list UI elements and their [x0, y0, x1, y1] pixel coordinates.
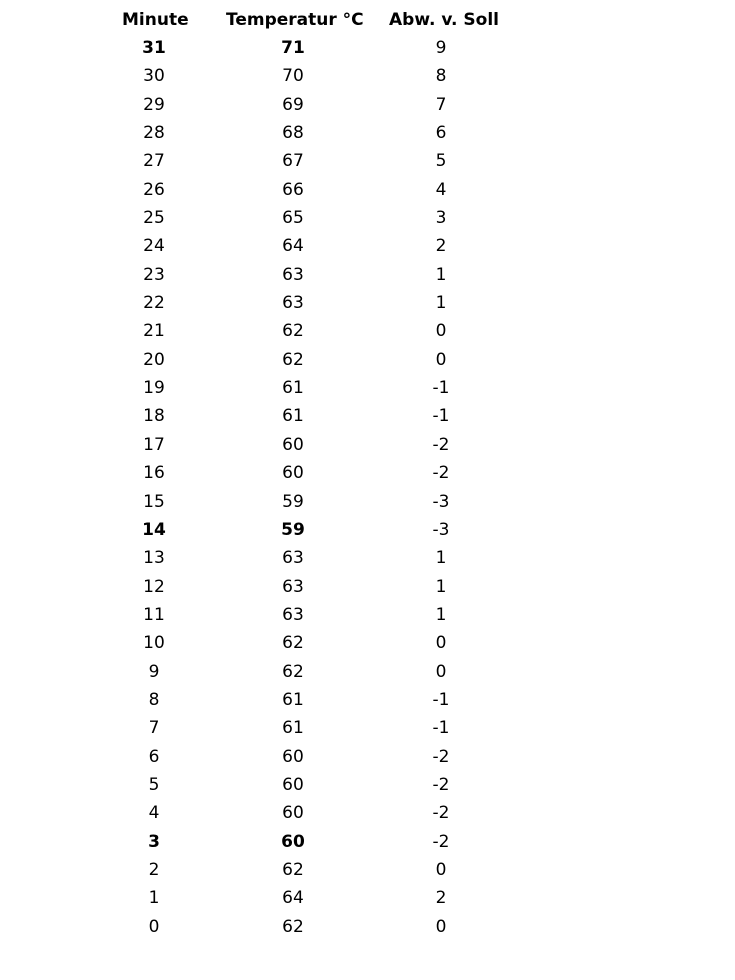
cell-deviation: -1: [432, 378, 450, 399]
table-row: [0, 34, 735, 62]
table-row: [0, 629, 735, 657]
cell-deviation: 1: [435, 576, 447, 597]
cell-temperature: 60: [281, 831, 305, 852]
table-row: [0, 91, 735, 119]
cell-minute: 30: [143, 66, 165, 87]
cell-minute: 0: [148, 916, 160, 937]
cell-deviation: 7: [435, 94, 447, 115]
cell-temperature: 70: [282, 66, 304, 87]
table-row: [0, 488, 735, 516]
cell-minute: 13: [143, 548, 165, 569]
table-row: [0, 771, 735, 799]
cell-temperature: 63: [282, 548, 304, 569]
cell-deviation: 1: [435, 264, 447, 285]
cell-minute: 31: [142, 38, 166, 58]
cell-temperature: 60: [282, 463, 304, 484]
cell-deviation: 0: [435, 661, 447, 682]
cell-minute: 12: [143, 576, 165, 597]
table-row: [0, 913, 735, 941]
cell-deviation: -1: [432, 718, 450, 739]
cell-minute: 28: [143, 123, 165, 144]
cell-minute: 24: [143, 236, 165, 257]
cell-deviation: -3: [432, 491, 450, 512]
cell-temperature: 61: [282, 406, 304, 427]
cell-deviation: 6: [435, 123, 447, 144]
table-row: [0, 204, 735, 232]
table-row: [0, 261, 735, 289]
cell-temperature: 59: [281, 519, 305, 540]
cell-temperature: 64: [282, 888, 304, 909]
table-row: [0, 544, 735, 572]
cell-temperature: 65: [282, 208, 304, 229]
table-row: [0, 374, 735, 402]
table-row: [0, 601, 735, 629]
cell-minute: 8: [148, 689, 160, 710]
cell-deviation: 1: [435, 548, 447, 569]
table-row: [0, 346, 735, 374]
cell-temperature: 62: [282, 661, 304, 682]
table-row: [0, 232, 735, 260]
cell-minute: 22: [143, 293, 165, 314]
table-row: [0, 176, 735, 204]
cell-minute: 6: [148, 746, 160, 767]
cell-minute: 9: [148, 661, 160, 682]
cell-minute: 25: [143, 208, 165, 229]
cell-temperature: 69: [282, 94, 304, 115]
cell-minute: 20: [143, 349, 165, 370]
cell-deviation: -3: [432, 519, 450, 540]
cell-temperature: 63: [282, 576, 304, 597]
table-header-row: [0, 7, 735, 33]
cell-temperature: 60: [282, 774, 304, 795]
cell-temperature: 61: [282, 718, 304, 739]
cell-deviation: -2: [432, 831, 450, 852]
cell-deviation: 1: [435, 604, 447, 625]
table-row: [0, 62, 735, 90]
cell-temperature: 68: [282, 123, 304, 144]
table-row: [0, 828, 735, 856]
cell-deviation: 1: [435, 293, 447, 314]
cell-temperature: 64: [282, 236, 304, 257]
cell-minute: 15: [143, 491, 165, 512]
cell-minute: 18: [143, 406, 165, 427]
table-row: [0, 289, 735, 317]
cell-temperature: 63: [282, 293, 304, 314]
cell-minute: 7: [148, 718, 160, 739]
cell-deviation: 9: [435, 38, 447, 58]
cell-deviation: 5: [435, 151, 447, 172]
cell-deviation: -1: [432, 689, 450, 710]
cell-deviation: -2: [432, 463, 450, 484]
cell-deviation: -2: [432, 774, 450, 795]
cell-deviation: -2: [432, 434, 450, 455]
header-temperature: Temperatur °C: [226, 10, 364, 30]
cell-temperature: 60: [282, 803, 304, 824]
cell-minute: 10: [143, 633, 165, 654]
table-row: [0, 459, 735, 487]
table-row: [0, 856, 735, 884]
cell-temperature: 61: [282, 378, 304, 399]
cell-deviation: -1: [432, 406, 450, 427]
table-row: [0, 799, 735, 827]
table-row: [0, 658, 735, 686]
cell-deviation: 3: [435, 208, 447, 229]
cell-temperature: 62: [282, 633, 304, 654]
cell-minute: 19: [143, 378, 165, 399]
cell-minute: 17: [143, 434, 165, 455]
table-row: [0, 714, 735, 742]
cell-deviation: 2: [435, 888, 447, 909]
table-body: [0, 34, 735, 941]
table-row: [0, 573, 735, 601]
cell-minute: 21: [143, 321, 165, 342]
cell-minute: 23: [143, 264, 165, 285]
cell-temperature: 67: [282, 151, 304, 172]
cell-minute: 1: [148, 888, 160, 909]
table-row: [0, 317, 735, 345]
cell-deviation: 0: [435, 349, 447, 370]
cell-minute: 14: [142, 519, 166, 540]
cell-minute: 11: [143, 604, 165, 625]
cell-deviation: 0: [435, 859, 447, 880]
cell-deviation: -2: [432, 746, 450, 767]
cell-temperature: 60: [282, 434, 304, 455]
cell-temperature: 61: [282, 689, 304, 710]
header-minute: Minute: [122, 10, 189, 30]
table-row: [0, 743, 735, 771]
cell-temperature: 66: [282, 179, 304, 200]
cell-minute: 29: [143, 94, 165, 115]
header-deviation: Abw. v. Soll: [389, 10, 499, 30]
table-row: [0, 147, 735, 175]
cell-deviation: 8: [435, 66, 447, 87]
table-row: [0, 402, 735, 430]
cell-deviation: 4: [435, 179, 447, 200]
cell-deviation: -2: [432, 803, 450, 824]
cell-temperature: 60: [282, 746, 304, 767]
cell-minute: 16: [143, 463, 165, 484]
cell-deviation: 0: [435, 633, 447, 654]
cell-minute: 26: [143, 179, 165, 200]
cell-minute: 27: [143, 151, 165, 172]
table-row: [0, 884, 735, 912]
cell-temperature: 71: [281, 38, 305, 58]
cell-minute: 4: [148, 803, 160, 824]
cell-minute: 5: [148, 774, 160, 795]
cell-deviation: 0: [435, 916, 447, 937]
cell-temperature: 62: [282, 916, 304, 937]
cell-temperature: 63: [282, 604, 304, 625]
cell-deviation: 2: [435, 236, 447, 257]
table-row: [0, 431, 735, 459]
cell-deviation: 0: [435, 321, 447, 342]
cell-temperature: 63: [282, 264, 304, 285]
cell-minute: 3: [148, 831, 160, 852]
cell-temperature: 62: [282, 859, 304, 880]
cell-minute: 2: [148, 859, 160, 880]
cell-temperature: 59: [282, 491, 304, 512]
table-row: [0, 516, 735, 544]
cell-temperature: 62: [282, 321, 304, 342]
table-row: [0, 119, 735, 147]
table-row: [0, 686, 735, 714]
cell-temperature: 62: [282, 349, 304, 370]
